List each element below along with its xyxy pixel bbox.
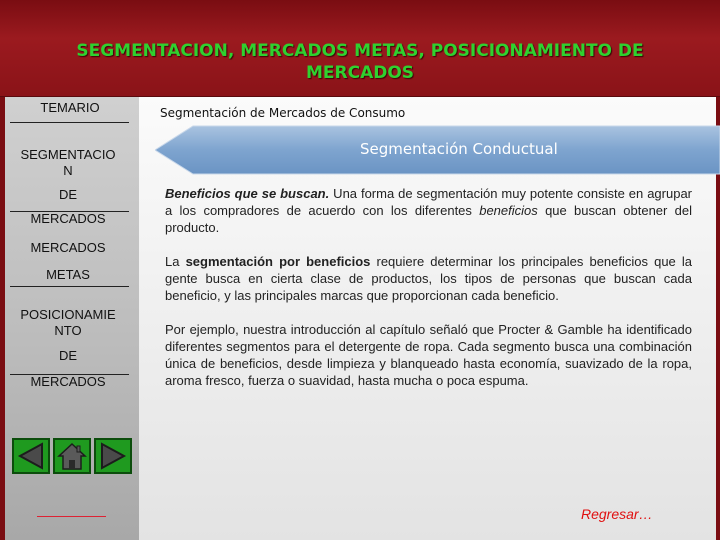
sidebar-item-mercados-metas-line1[interactable]: MERCADOS	[30, 240, 106, 255]
sidebar-item-posicionamiento-line2[interactable]: NTO	[54, 323, 82, 338]
sidebar-divider	[10, 286, 129, 287]
back-link[interactable]: Regresar…	[581, 506, 653, 522]
home-button[interactable]	[53, 438, 91, 474]
sidebar-item-posicionamiento-line4[interactable]: MERCADOS	[30, 374, 106, 389]
next-button[interactable]	[94, 438, 132, 474]
sidebar-item-segmentacion-line4[interactable]: MERCADOS	[30, 211, 106, 226]
paragraph-seg-text1: La	[165, 254, 186, 269]
paragraph-beneficios-bold: Beneficios que se buscan.	[165, 186, 330, 201]
section-banner	[155, 124, 720, 176]
paragraph-beneficios-text1: Una forma de segmentación muy potente consiste en agrupar a los compradores de acuerdo con los diferentes	[165, 186, 693, 218]
paragraph-beneficios	[165, 185, 692, 236]
sidebar-heading: TEMARIO	[40, 100, 100, 115]
section-subtitle: Segmentación de Mercados de Consumo	[160, 106, 406, 120]
paragraph-seg-text2: requiere determinar los principales beneficios que la gente busca en cierta clase de productos, los tipos de personas que buscan cada beneficio, y las principales marcas que proporcionan cada beneficio.	[165, 254, 692, 303]
sidebar-item-posicionamiento-line3[interactable]: DE	[58, 348, 78, 363]
page-title-line1: SEGMENTACION, MERCADOS METAS, POSICIONAMIENTO DE	[76, 41, 644, 61]
sidebar-divider	[10, 122, 129, 123]
sidebar-item-posicionamiento-line1[interactable]: POSICIONAMIE	[20, 307, 116, 322]
page-title	[40, 40, 680, 84]
home-icon	[57, 442, 87, 470]
arrow-right-icon	[98, 442, 128, 470]
sidebar-item-segmentacion-line1[interactable]: SEGMENTACIO	[20, 147, 116, 162]
paragraph-segmentacion-beneficios	[165, 253, 692, 304]
sidebar-item-segmentacion-line2[interactable]: N	[63, 163, 73, 178]
banner-title: Segmentación Conductual	[360, 140, 558, 158]
sidebar-item-segmentacion-line3[interactable]: DE	[58, 187, 78, 202]
sidebar-item-mercados-metas-line2[interactable]: METAS	[46, 267, 90, 282]
paragraph-beneficios-text2: que buscan obtener del producto.	[165, 203, 693, 235]
paragraph-seg-bold: segmentación por beneficios	[185, 254, 371, 269]
left-frame-border	[0, 97, 5, 540]
paragraph-beneficios-italic: beneficios	[479, 203, 538, 218]
paragraph-ejemplo: Por ejemplo, nuestra introducción al capítulo señaló que Procter & Gamble ha identificado diferentes segmentos para el detergente de ropa. Cada segmento busca una combinación única de beneficios, desde limpieza y blanqueado hasta economía, suavizado de la ropa, aroma fresco, fuerza o suavidad, hasta mucha o poca espuma.	[165, 322, 692, 388]
page-title-line2: MERCADOS	[305, 63, 415, 83]
header-bar	[0, 0, 720, 97]
prev-button[interactable]	[12, 438, 50, 474]
bottom-divider	[37, 516, 106, 517]
arrow-left-icon	[16, 442, 46, 470]
